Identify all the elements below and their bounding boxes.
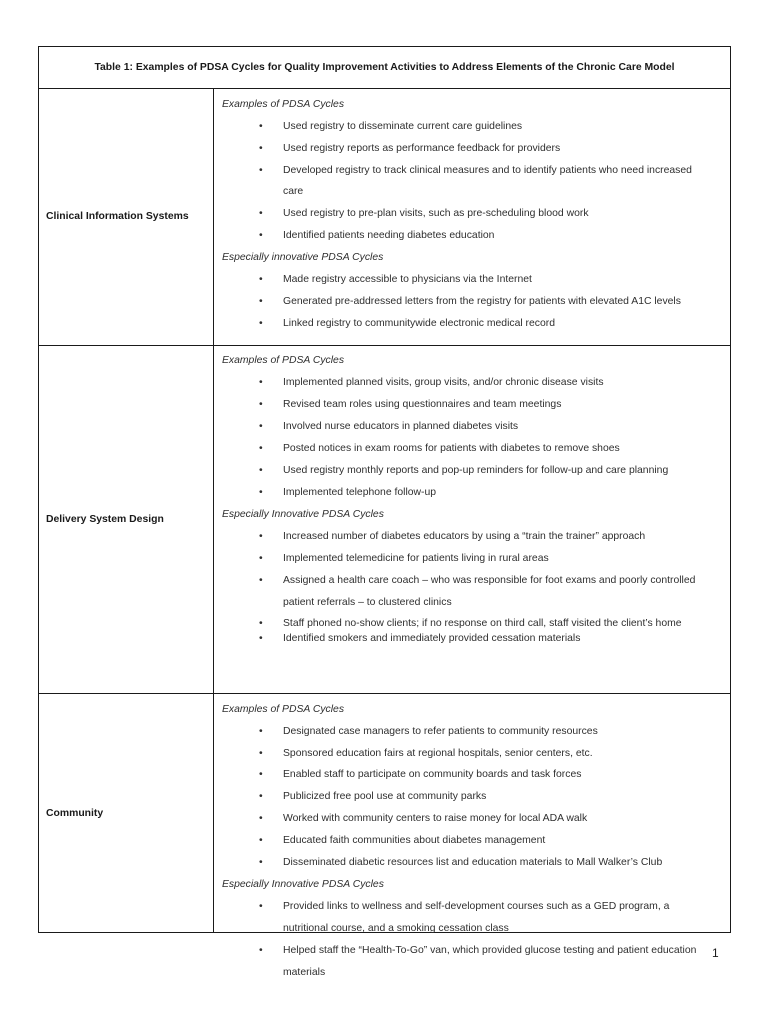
list-item: Used registry to pre-plan visits, such as pre-scheduling blood work xyxy=(283,208,589,219)
list-item: Disseminated diabetic resources list and education materials to Mall Walker’s Club xyxy=(283,857,663,868)
section-heading: Examples of PDSA Cycles xyxy=(222,704,345,715)
list-item: Developed registry to track clinical measures and to identify patients who need increased xyxy=(283,165,692,176)
table-title: Table 1: Examples of PDSA Cycles for Quality Improvement Activities to Address Elements of the Chronic Care Model xyxy=(39,47,730,89)
page-number: 1 xyxy=(712,946,719,960)
section-heading: Examples of PDSA Cycles xyxy=(222,355,345,366)
row-content xyxy=(215,694,730,978)
list-item: Staff phoned no-show clients; if no response on third call, staff visited the client’s home xyxy=(283,618,682,629)
table-row xyxy=(39,694,730,978)
list-item: Used registry monthly reports and pop-up reminders for follow-up and care planning xyxy=(283,465,669,476)
bullet-icon: • xyxy=(259,726,263,737)
bullet-icon: • xyxy=(259,318,263,329)
bullet-icon: • xyxy=(259,230,263,241)
list-item: Involved nurse educators in planned diabetes visits xyxy=(283,421,519,432)
list-item: Implemented telemedicine for patients living in rural areas xyxy=(283,553,549,564)
bullet-icon: • xyxy=(259,399,263,410)
table-row xyxy=(39,346,730,694)
list-item: Increased number of diabetes educators by using a “train the trainer” approach xyxy=(283,531,646,542)
list-item: Worked with community centers to raise money for local ADA walk xyxy=(283,813,588,824)
bullet-icon: • xyxy=(259,443,263,454)
bullet-icon: • xyxy=(259,421,263,432)
list-item: Used registry to disseminate current care guidelines xyxy=(283,121,523,132)
list-item: Posted notices in exam rooms for patients with diabetes to remove shoes xyxy=(283,443,620,454)
list-item: Sponsored education fairs at regional hospitals, senior centers, etc. xyxy=(283,748,593,759)
bullet-icon: • xyxy=(259,857,263,868)
table-row xyxy=(39,88,730,346)
section-heading: Examples of PDSA Cycles xyxy=(222,99,345,110)
list-item-continuation: nutritional course, and a smoking cessation class xyxy=(283,923,509,934)
list-item: Identified patients needing diabetes education xyxy=(283,230,495,241)
bullet-icon: • xyxy=(259,208,263,219)
bullet-icon: • xyxy=(259,575,263,586)
bullet-icon: • xyxy=(259,465,263,476)
row-label: Community xyxy=(39,694,214,933)
bullet-icon: • xyxy=(259,945,263,956)
bullet-icon: • xyxy=(259,835,263,846)
list-item: Implemented planned visits, group visits, and/or chronic disease visits xyxy=(283,377,604,388)
bullet-icon: • xyxy=(259,296,263,307)
list-item: Identified smokers and immediately provided cessation materials xyxy=(283,633,581,644)
section-heading: Especially innovative PDSA Cycles xyxy=(222,252,384,263)
list-item-continuation: materials xyxy=(283,967,326,978)
bullet-icon: • xyxy=(259,553,263,564)
list-item: Implemented telephone follow-up xyxy=(283,487,437,498)
list-item: Used registry reports as performance feedback for providers xyxy=(283,143,561,154)
bullet-icon: • xyxy=(259,165,263,176)
row-content xyxy=(215,346,730,693)
row-content xyxy=(215,88,730,345)
bullet-icon: • xyxy=(259,487,263,498)
list-item: Provided links to wellness and self-development courses such as a GED program, a xyxy=(283,901,670,912)
list-item: Enabled staff to participate on community boards and task forces xyxy=(283,769,582,780)
bullet-icon: • xyxy=(259,531,263,542)
bullet-icon: • xyxy=(259,901,263,912)
list-item: Designated case managers to refer patients to community resources xyxy=(283,726,598,737)
list-item: Generated pre-addressed letters from the registry for patients with elevated A1C levels xyxy=(283,296,681,307)
row-label: Clinical Information Systems xyxy=(39,88,214,345)
bullet-icon: • xyxy=(259,121,263,132)
bullet-icon: • xyxy=(259,813,263,824)
bullet-icon: • xyxy=(259,769,263,780)
bullet-icon: • xyxy=(259,633,263,644)
list-item: Linked registry to communitywide electronic medical record xyxy=(283,318,555,329)
list-item: Made registry accessible to physicians via the Internet xyxy=(283,274,532,285)
bullet-icon: • xyxy=(259,274,263,285)
bullet-icon: • xyxy=(259,791,263,802)
section-heading: Especially Innovative PDSA Cycles xyxy=(222,879,384,890)
bullet-icon: • xyxy=(259,143,263,154)
bullet-icon: • xyxy=(259,618,263,629)
section-heading: Especially Innovative PDSA Cycles xyxy=(222,509,384,520)
list-item: Publicized free pool use at community parks xyxy=(283,791,487,802)
bullet-icon: • xyxy=(259,377,263,388)
pdsa-table xyxy=(38,46,731,978)
list-item: Revised team roles using questionnaires and team meetings xyxy=(283,399,562,410)
list-item: Educated faith communities about diabetes management xyxy=(283,835,546,846)
list-item-continuation: care xyxy=(283,186,304,197)
row-label: Delivery System Design xyxy=(39,346,214,693)
list-item-continuation: patient referrals – to clustered clinics xyxy=(283,597,452,608)
bullet-icon: • xyxy=(259,748,263,759)
list-item: Assigned a health care coach – who was responsible for foot exams and poorly controlled xyxy=(283,575,696,586)
list-item: Helped staff the “Health-To-Go” van, which provided glucose testing and patient education xyxy=(283,945,697,956)
